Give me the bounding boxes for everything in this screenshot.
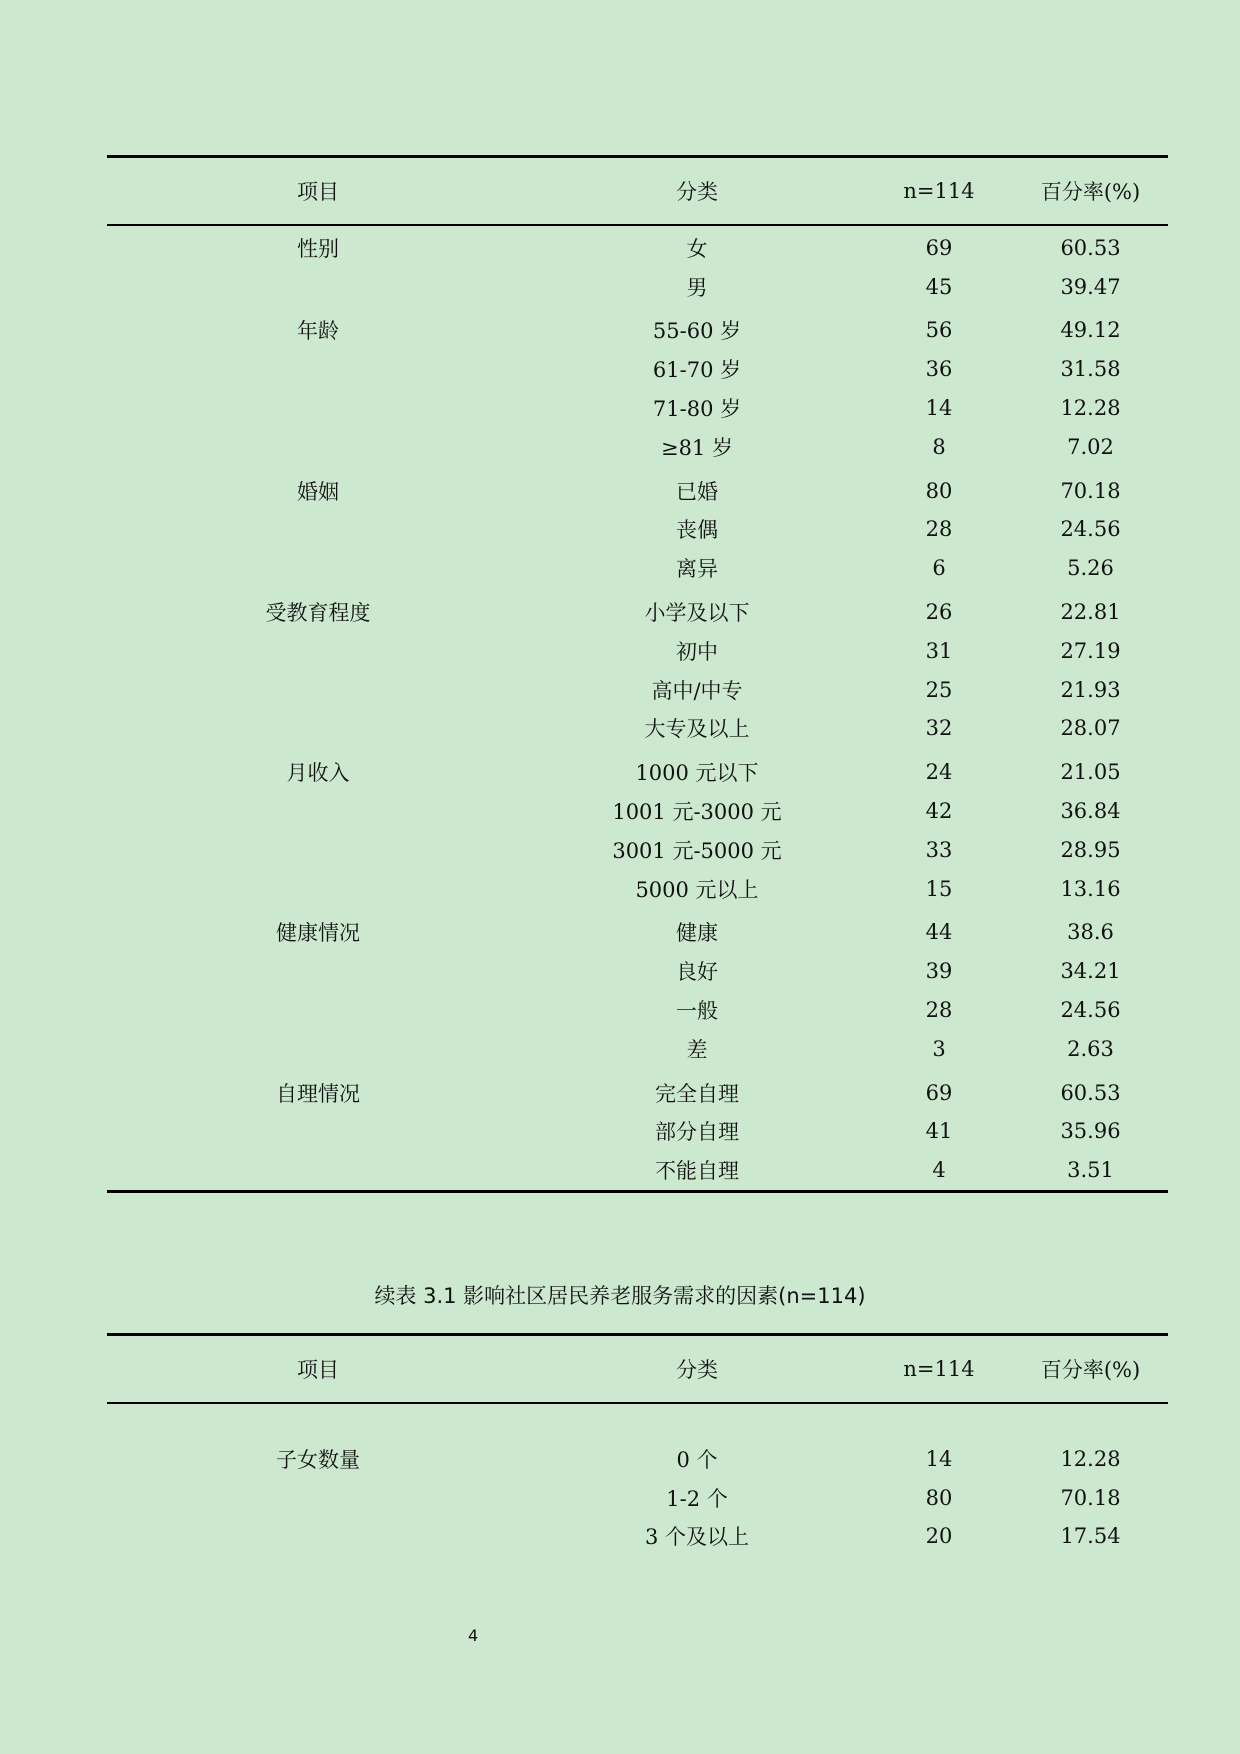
table-row	[107, 267, 1168, 306]
percent-cell: 24.56	[1060, 998, 1121, 1023]
count-cell: 41	[925, 1119, 953, 1144]
count-cell: 14	[925, 396, 953, 421]
percent-cell: 35.96	[1060, 1119, 1121, 1144]
percent-cell: 38.6	[1067, 920, 1114, 945]
count-cell: 44	[925, 920, 953, 945]
count-cell: 28	[925, 998, 953, 1023]
category-cell: 女	[686, 236, 708, 261]
percent-cell: 2.63	[1067, 1036, 1114, 1061]
header-row	[107, 158, 1168, 224]
percent-cell: 12.28	[1060, 1446, 1121, 1471]
category-cell: 完全自理	[655, 1081, 739, 1106]
count-cell: 25	[925, 677, 953, 702]
table-row	[107, 471, 1168, 510]
table-row	[107, 1151, 1168, 1190]
percent-cell: 60.53	[1060, 1080, 1121, 1105]
count-cell: 45	[925, 274, 953, 299]
count-cell: 3	[932, 1036, 946, 1061]
percent-cell: 17.54	[1060, 1524, 1121, 1549]
category-cell: 健康	[676, 921, 718, 946]
table-caption: 续表 3.1 影响社区居民养老服务需求的因素(n=114)	[374, 1284, 866, 1308]
item-cell: 自理情况	[276, 1081, 360, 1106]
percent-cell: 13.16	[1060, 876, 1121, 901]
table-row	[107, 549, 1168, 588]
table-row	[107, 991, 1168, 1030]
table-body	[107, 1404, 1168, 1556]
percent-cell: 70.18	[1060, 478, 1121, 503]
table-row	[107, 229, 1168, 268]
count-cell: 24	[925, 760, 953, 785]
item-cell: 月收入	[286, 761, 350, 786]
category-cell: 丧偶	[676, 518, 718, 543]
percent-cell: 21.93	[1060, 677, 1121, 702]
percent-cell: 49.12	[1060, 318, 1121, 343]
category-cell: 差	[686, 1037, 708, 1062]
count-cell: 69	[925, 235, 953, 260]
item-cell: 健康情况	[276, 921, 360, 946]
table-row	[107, 1478, 1168, 1517]
category-cell: 不能自理	[655, 1159, 739, 1184]
category-cell: 离异	[676, 557, 718, 582]
percent-cell: 5.26	[1067, 556, 1114, 581]
row-group	[107, 1068, 1168, 1189]
row-group	[107, 908, 1168, 1068]
count-cell: 26	[925, 600, 953, 625]
header-category: 分类	[676, 1358, 718, 1382]
category-cell: 小学及以下	[644, 601, 750, 626]
category-cell: 1001 元-3000 元	[612, 800, 782, 825]
table-row	[107, 389, 1168, 428]
table-row	[107, 1440, 1168, 1479]
header-category: 分类	[676, 180, 718, 204]
header-n: n=114	[903, 1357, 975, 1381]
header-item: 项目	[297, 180, 339, 204]
percent-cell: 34.21	[1060, 959, 1121, 984]
table-row	[107, 1073, 1168, 1112]
table-body	[107, 226, 1168, 1190]
category-cell: 高中/中专	[651, 678, 743, 703]
header-n: n=114	[903, 179, 975, 203]
percent-cell: 28.07	[1060, 716, 1121, 741]
row-group	[107, 1440, 1168, 1556]
row-group	[107, 588, 1168, 748]
percent-cell: 31.58	[1060, 357, 1121, 382]
category-cell: 55-60 岁	[652, 319, 742, 344]
table-row	[107, 1517, 1168, 1556]
table-row	[107, 792, 1168, 831]
table-row	[107, 1112, 1168, 1151]
table-row	[107, 869, 1168, 908]
category-cell: 5000 元以上	[635, 877, 759, 902]
count-cell: 4	[932, 1158, 946, 1183]
category-cell: ≥81 岁	[661, 435, 733, 460]
percent-cell: 27.19	[1060, 638, 1121, 663]
count-cell: 80	[925, 1485, 953, 1510]
table-row	[107, 913, 1168, 952]
count-cell: 15	[925, 876, 953, 901]
row-group	[107, 748, 1168, 908]
table-row	[107, 427, 1168, 466]
percent-cell: 60.53	[1060, 235, 1121, 260]
table-row	[107, 830, 1168, 869]
percent-cell: 24.56	[1060, 517, 1121, 542]
percent-cell: 39.47	[1060, 274, 1121, 299]
row-group	[107, 306, 1168, 466]
percent-cell: 21.05	[1060, 760, 1121, 785]
category-cell: 1000 元以下	[635, 761, 759, 786]
percent-cell: 3.51	[1067, 1158, 1114, 1183]
header-row	[107, 1336, 1168, 1402]
header-percent: 百分率(%)	[1040, 1358, 1141, 1382]
children-table	[107, 1333, 1168, 1556]
category-cell: 3 个及以上	[644, 1525, 750, 1550]
table-row	[107, 631, 1168, 670]
item-cell: 性别	[297, 236, 339, 261]
category-cell: 3001 元-5000 元	[612, 838, 782, 863]
table-row	[107, 593, 1168, 632]
table-row	[107, 709, 1168, 748]
table-row	[107, 510, 1168, 549]
category-cell: 初中	[676, 639, 718, 664]
percent-cell: 36.84	[1060, 799, 1121, 824]
demographics-table	[107, 155, 1168, 1193]
category-cell: 大专及以上	[644, 717, 750, 742]
percent-cell: 70.18	[1060, 1485, 1121, 1510]
row-group	[107, 466, 1168, 587]
count-cell: 28	[925, 517, 953, 542]
category-cell: 71-80 岁	[652, 397, 742, 422]
category-cell: 部分自理	[655, 1120, 739, 1145]
count-cell: 31	[925, 638, 953, 663]
count-cell: 14	[925, 1446, 953, 1471]
category-cell: 61-70 岁	[652, 358, 742, 383]
count-cell: 8	[932, 434, 946, 459]
percent-cell: 22.81	[1060, 600, 1121, 625]
count-cell: 42	[925, 799, 953, 824]
item-cell: 婚姻	[297, 479, 339, 504]
header-item: 项目	[297, 1358, 339, 1382]
category-cell: 良好	[676, 960, 718, 985]
page-number: 4	[468, 1626, 479, 1645]
table-row	[107, 952, 1168, 991]
count-cell: 6	[932, 556, 946, 581]
percent-cell: 28.95	[1060, 837, 1121, 862]
category-cell: 已婚	[676, 479, 718, 504]
table-row	[107, 350, 1168, 389]
count-cell: 33	[925, 837, 953, 862]
category-cell: 0 个	[676, 1447, 718, 1472]
table-row	[107, 670, 1168, 709]
header-percent: 百分率(%)	[1040, 180, 1141, 204]
percent-cell: 12.28	[1060, 396, 1121, 421]
count-cell: 39	[925, 959, 953, 984]
count-cell: 36	[925, 357, 953, 382]
category-cell: 一般	[676, 999, 718, 1024]
row-group	[107, 229, 1168, 307]
count-cell: 69	[925, 1080, 953, 1105]
table-row	[107, 311, 1168, 350]
category-cell: 1-2 个	[666, 1486, 728, 1511]
table-row	[107, 1029, 1168, 1068]
item-cell: 年龄	[297, 319, 339, 344]
category-cell: 男	[686, 275, 708, 300]
count-cell: 32	[925, 716, 953, 741]
percent-cell: 7.02	[1067, 434, 1114, 459]
count-cell: 20	[925, 1524, 953, 1549]
table-row	[107, 753, 1168, 792]
item-cell: 子女数量	[276, 1447, 360, 1472]
count-cell: 56	[925, 318, 953, 343]
bottom-rule	[107, 1190, 1168, 1193]
item-cell: 受教育程度	[265, 601, 371, 626]
count-cell: 80	[925, 478, 953, 503]
